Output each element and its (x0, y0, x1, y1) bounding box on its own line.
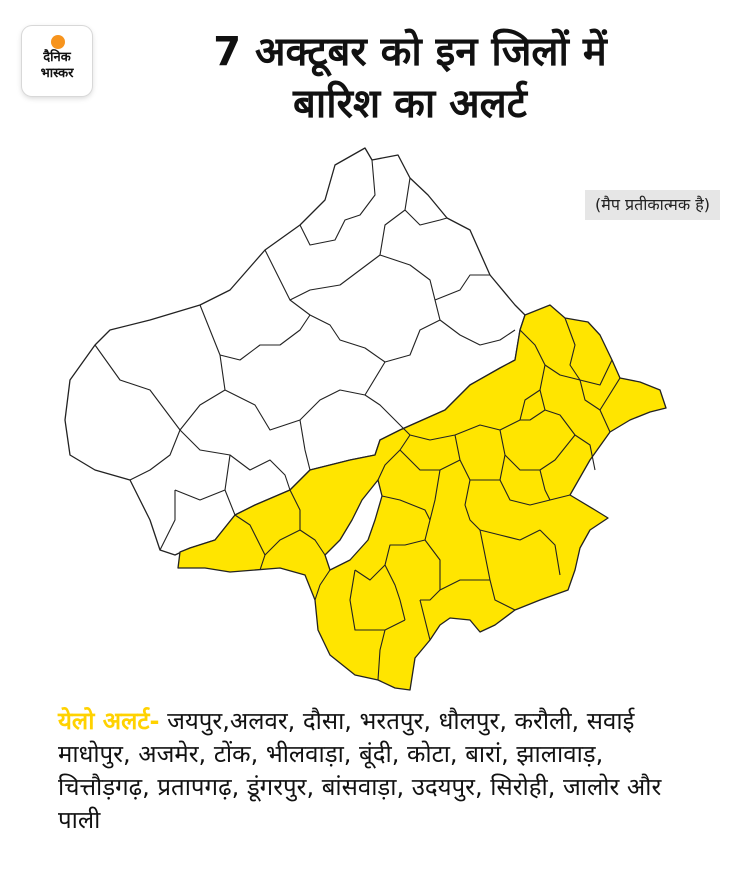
page-title (120, 26, 700, 130)
title-line-2: बारिश का अलर्ट (293, 81, 527, 127)
yellow-alert-label: येलो अलर्ट- (58, 707, 160, 735)
alert-districts-text: जयपुर,अलवर, दौसा, भरतपुर, धौलपुर, करौली, सवाई माधोपुर, अजमेर, टोंक, भीलवाड़ा, बूंदी, कोटा, बारां, झालावाड़, चित्तौड़गढ़, प्रतापगढ़, डूंगरपुर, बांसवाड़ा, उदयपुर, सिरोही, जालोर और पाली (58, 707, 662, 834)
logo-line-2: भास्कर (40, 66, 74, 81)
sun-icon (51, 35, 65, 49)
logo-line-1: दैनिक (43, 50, 71, 65)
map-note: (मैप प्रतीकात्मक है) (585, 190, 720, 220)
rajasthan-district-map (55, 140, 675, 700)
dainik-bhaskar-logo (22, 26, 92, 96)
title-line-1: 7 अक्टूबर को इन जिलों में (213, 29, 607, 75)
alert-district-list (58, 705, 698, 837)
